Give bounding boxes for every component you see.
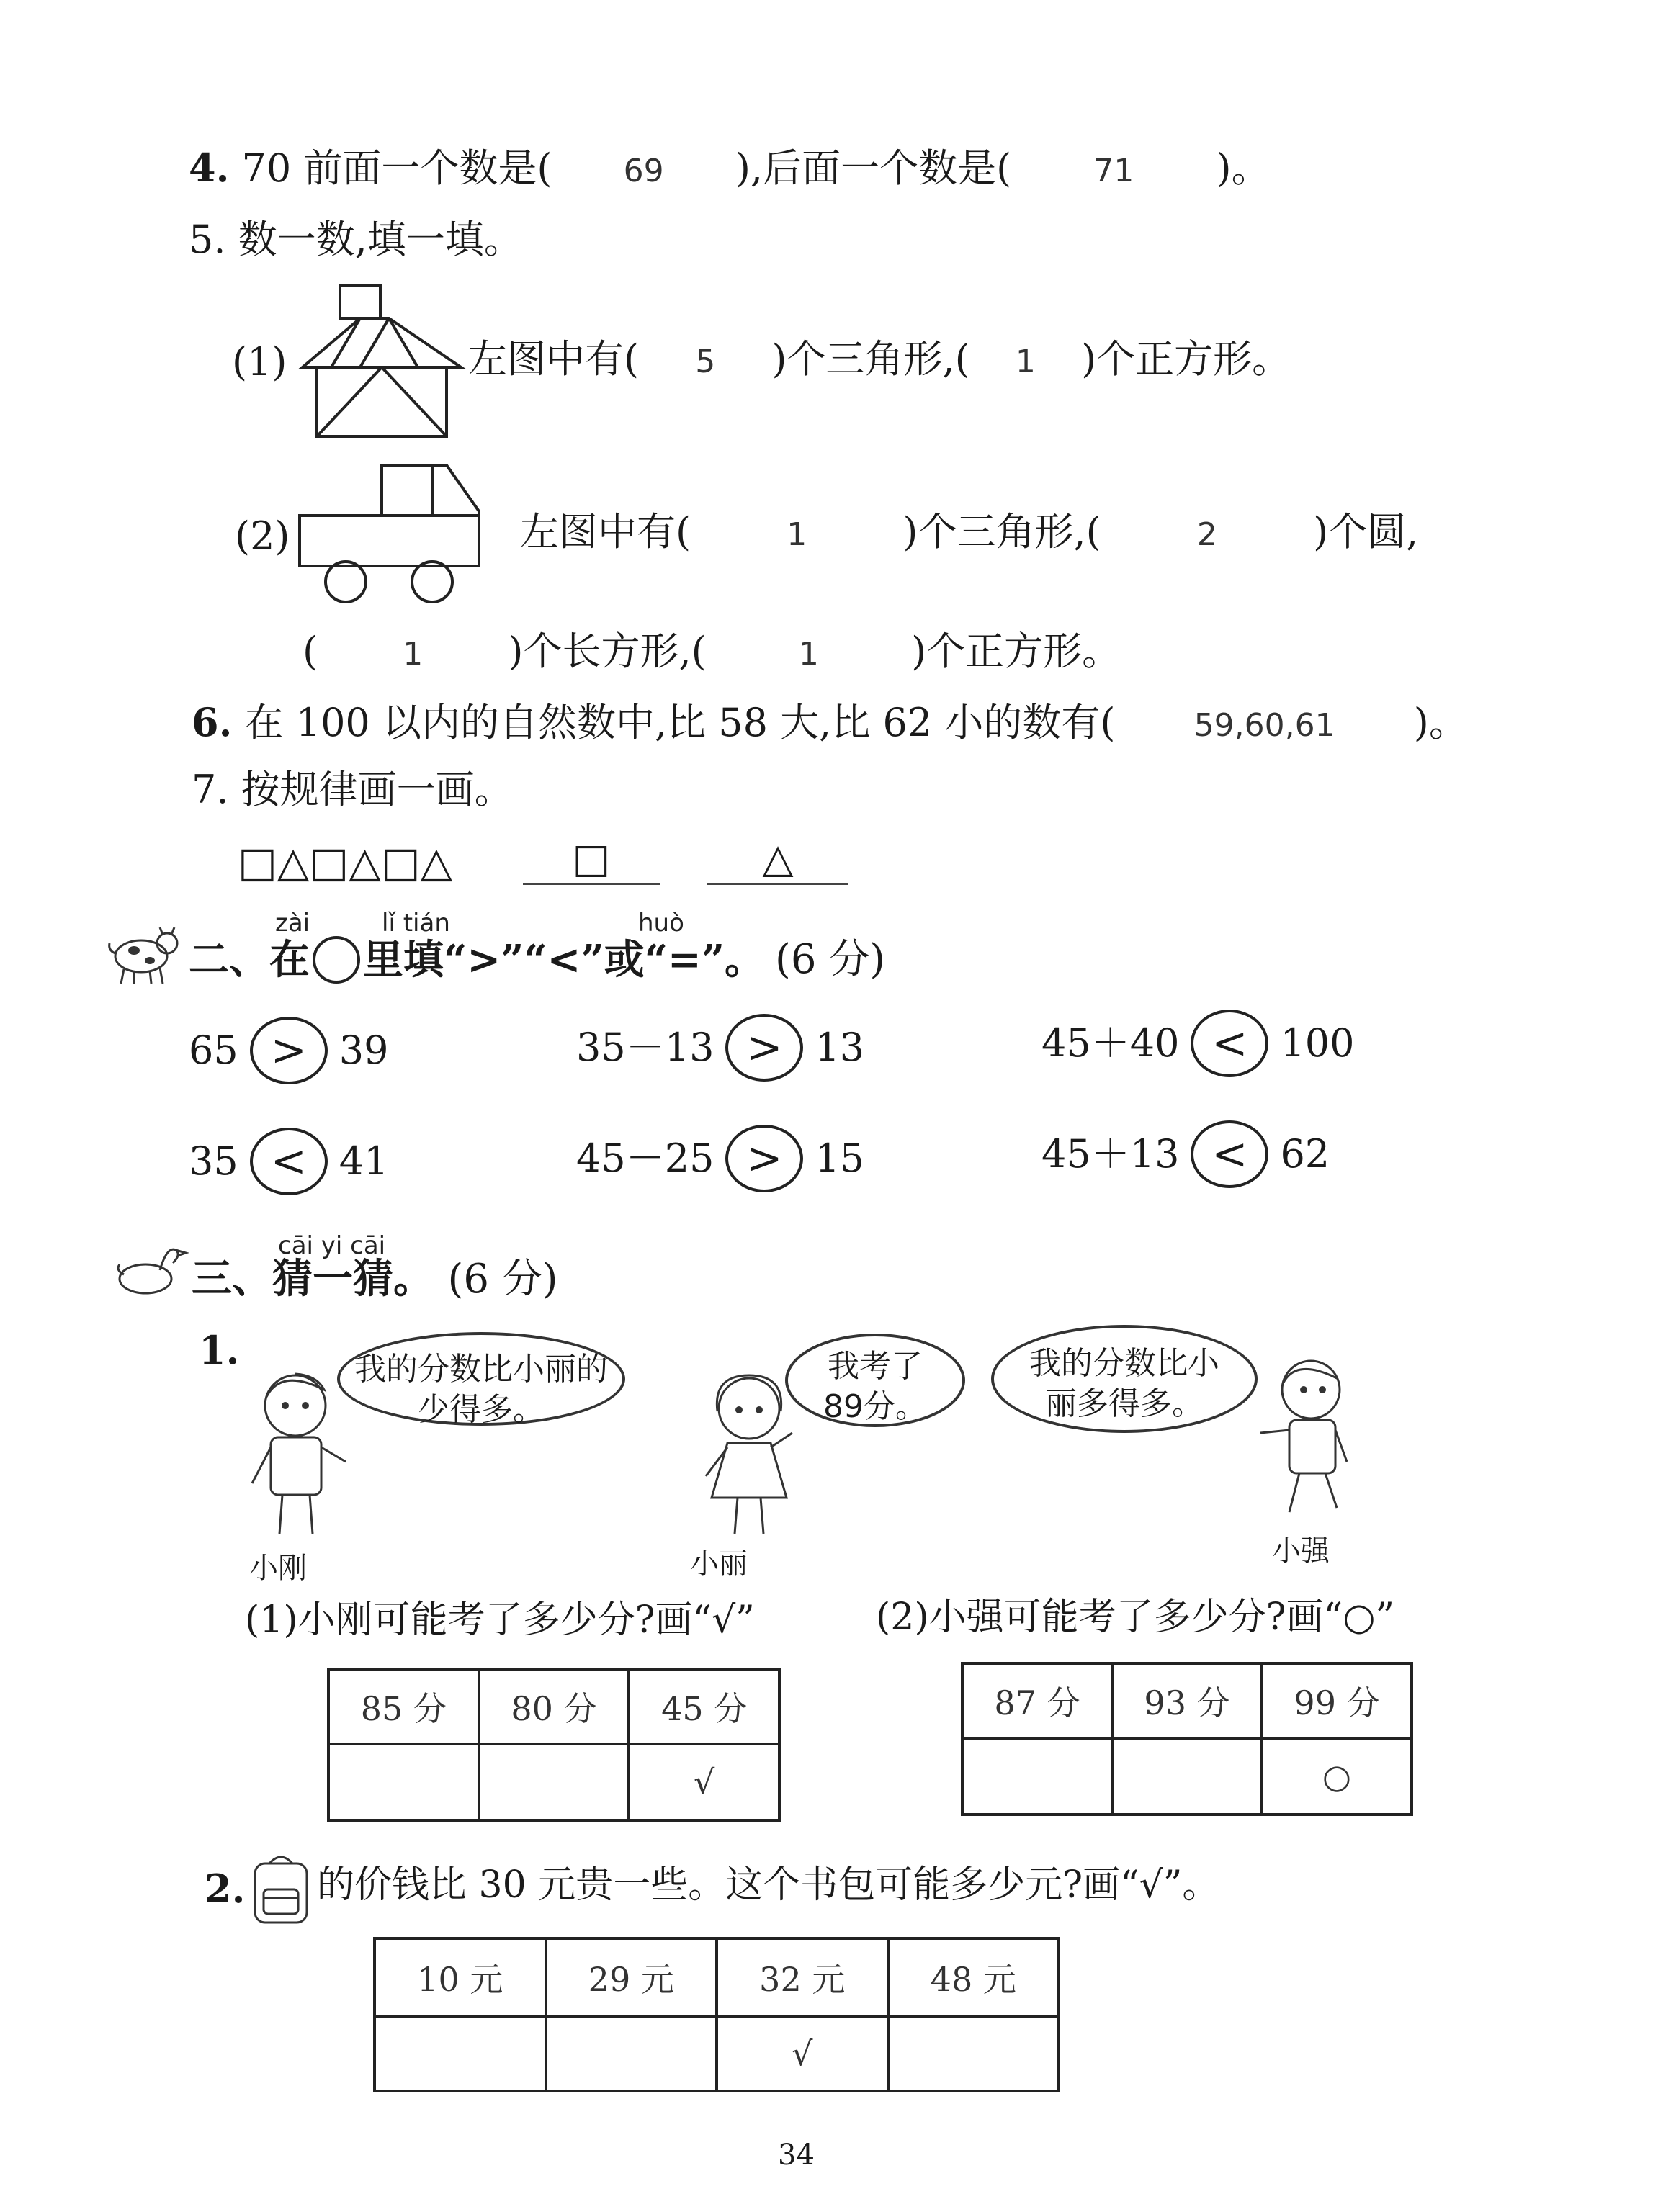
section3-title [192,1255,558,1303]
q5-part2-line [520,509,1419,554]
q7-pattern: □△□△□△ [238,837,453,886]
q6-text-b: )。 [1413,700,1468,745]
table-answer-cell[interactable]: √ [717,2016,888,2091]
compare-right: 13 [815,1025,865,1070]
compare-right: 41 [339,1138,389,1184]
q5-part2b-answer-1: 1 [403,636,424,673]
compare-sign: < [250,1128,328,1195]
truck-figure [295,461,490,605]
name-xiaogang: 小刚 [249,1552,307,1585]
circle-blank-icon [313,936,360,984]
q5-part2b-text-a: ( [303,629,318,674]
table-header-cell: 80 分 [479,1669,630,1744]
q5-part2b-text-b: )个长方形,( [508,629,707,674]
compare-sign: > [725,1014,803,1082]
q4-text-a: 70 前面一个数是( [241,145,552,191]
table-answer-cell[interactable] [1112,1738,1262,1815]
house-figure [295,281,468,439]
q6-number: 6. [192,699,233,745]
girl-xiaoli-icon [691,1368,814,1541]
s3-q1-sub2: (2)小强可能考了多少分?画“○” [876,1596,1395,1639]
q5-title: 5. 数一数,填一填。 [189,217,523,262]
compare-item [189,1128,388,1195]
compare-left: 35 [189,1138,238,1184]
table-xiaogang [327,1668,781,1822]
section2-title-b: 里填“>”“<”或“=”。 [363,936,766,984]
schoolbag-icon [248,1853,314,1925]
cow-icon [105,922,184,986]
pinyin-li-tian: lǐ tián [382,909,450,938]
table-xiaoqiang [961,1662,1413,1816]
q5-part1-answer-1: 5 [695,343,716,380]
bubble-xiaoqiang: 我的分数比小丽多得多。 [991,1325,1258,1433]
q5-part1-text-c: )个正方形。 [1081,336,1291,382]
compare-item [576,1014,864,1082]
compare-sign: < [1191,1010,1268,1077]
table-answer-cell[interactable] [546,2016,717,2091]
table-header-cell: 10 元 [375,1938,546,2016]
q5-part1-answer-2: 1 [1015,343,1036,380]
table-answer-cell[interactable]: √ [629,1744,779,1820]
compare-right: 15 [815,1136,865,1181]
table-answer-cell[interactable] [328,1744,479,1820]
q6-answer: 59,60,61 [1193,707,1335,744]
q4-answer-2: 71 [1093,153,1134,189]
boy-xiaoqiang-icon [1246,1354,1368,1519]
q5-part2b-answer-2: 1 [798,636,819,673]
q4-number: 4. [189,145,230,191]
q5-part2-text-b: )个三角形,( [902,509,1101,554]
s3-q1-sub1: (1)小刚可能考了多少分?画“√” [245,1599,755,1642]
table-header-cell: 32 元 [717,1938,888,2016]
q6-line [192,699,1468,745]
table-header-cell: 45 分 [629,1669,779,1744]
table-header-cell: 87 分 [962,1663,1112,1738]
q5-part2b-line [303,629,1121,674]
q5-part1-text-b: )个三角形,( [771,336,970,382]
table-header-cell: 99 分 [1262,1663,1412,1738]
duck-icon [109,1238,189,1303]
boy-xiaogang-icon [238,1368,367,1541]
section3-title-text: 三、猜一猜。 [192,1255,434,1303]
q4-line [189,145,1271,191]
compare-right: 62 [1280,1131,1330,1177]
compare-right: 39 [339,1028,389,1073]
q5-part2-answer-1: 1 [787,516,807,553]
table-answer-cell[interactable] [479,1744,630,1820]
table-header-cell: 85 分 [328,1669,479,1744]
section2-score: (6 分) [775,936,886,983]
q5-part2-answer-2: 2 [1196,516,1217,553]
table-header-cell: 48 元 [888,1938,1060,2016]
name-xiaoqiang: 小强 [1272,1534,1330,1568]
compare-sign: < [1191,1120,1268,1188]
compare-left: 45＋40 [1041,1020,1180,1066]
s3-q2-text: 的价钱比 30 元贵一些。这个书包可能多少元?画“√”。 [317,1863,1220,1907]
table-schoolbag [373,1937,1060,2092]
bubble-xiaoli: 我考了89分。 [785,1334,965,1427]
compare-item [576,1125,864,1192]
table-answer-cell[interactable] [888,2016,1060,2091]
section3-score: (6 分) [447,1256,558,1303]
compare-left: 65 [189,1028,238,1073]
compare-sign: > [725,1125,803,1192]
section2-title-a: 二、在 [189,936,310,984]
bubble-xiaogang: 我的分数比小丽的少得多。 [337,1332,625,1426]
page-number: 34 [778,2139,815,2172]
section3-pinyin: cāi yi cāi [278,1231,386,1260]
section2-title [189,936,885,984]
name-xiaoli: 小丽 [690,1547,748,1581]
q5-part2-text-a: 左图中有( [520,509,691,554]
table-header-cell: 93 分 [1112,1663,1262,1738]
compare-left: 45－25 [576,1136,714,1181]
pinyin-huo: huò [638,909,684,938]
compare-item [1041,1120,1330,1188]
q5-part2-label: (2) [235,513,290,559]
q6-text-a: 在 100 以内的自然数中,比 58 大,比 62 小的数有( [244,700,1116,745]
q7-title: 7. 按规律画一画。 [192,767,514,812]
compare-item [189,1017,388,1084]
q4-text-c: )。 [1216,145,1271,191]
compare-sign: > [250,1017,328,1084]
table-answer-cell[interactable] [962,1738,1112,1815]
compare-left: 45＋13 [1041,1131,1180,1177]
q7-answer-2: △ [707,835,848,885]
s3-q1-number: 1. [199,1327,240,1373]
compare-item [1041,1010,1355,1077]
q5-part2b-text-c: )个正方形。 [911,629,1121,674]
q7-answer-1: □ [523,835,660,885]
compare-left: 35－13 [576,1025,714,1070]
q5-part1-text-a: 左图中有( [468,336,640,382]
table-answer-cell[interactable] [375,2016,546,2091]
q4-answer-1: 69 [623,153,664,189]
pinyin-zai: zài [275,909,310,938]
q5-part2-text-c: )个圆, [1313,509,1419,554]
s3-q2-number: 2. [205,1866,246,1912]
q4-text-b: ),后面一个数是( [735,145,1012,191]
compare-right: 100 [1280,1020,1355,1066]
q5-part1-line [468,336,1291,382]
q5-part1-label: (1) [232,339,287,385]
table-header-cell: 29 元 [546,1938,717,2016]
table-answer-cell[interactable]: ○ [1262,1738,1412,1815]
